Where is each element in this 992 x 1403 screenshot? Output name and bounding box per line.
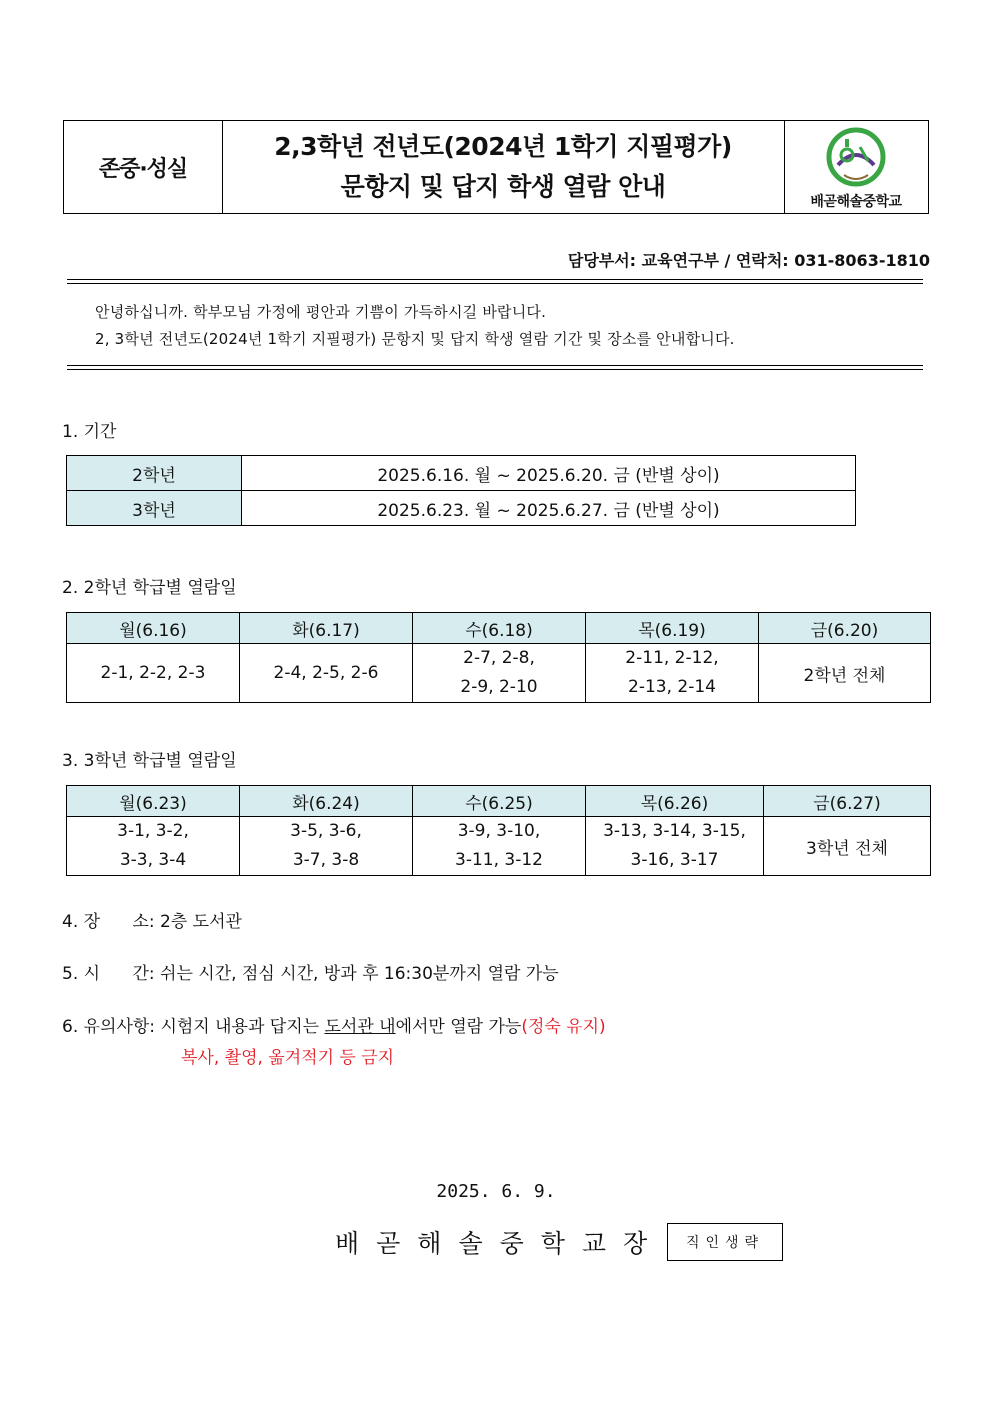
classes-cell	[413, 644, 586, 703]
classes-cell	[240, 817, 413, 876]
section-grade3-heading: 3. 3학년 학급별 열람일	[62, 751, 237, 771]
intro-line-1: 안녕하십니까. 학부모님 가정에 평안과 기쁨이 가득하시길 바랍니다.	[95, 303, 547, 321]
school-logo	[784, 121, 928, 213]
notes-label: 6. 유의사항:	[62, 1017, 156, 1037]
table-row	[67, 817, 931, 876]
notes-text-2: 에서만 열람 가능	[395, 1017, 522, 1037]
notes-quiet-warning: (정숙 유지)	[521, 1017, 606, 1037]
place-item	[62, 907, 242, 932]
title-line-1: 2,3학년 전년도(2024년 1학기 지필평가)	[274, 132, 732, 161]
table-header-row	[67, 613, 931, 644]
class-list-line: 2-13, 2-14	[628, 677, 716, 697]
class-list: 2-4, 2-5, 2-6	[273, 663, 379, 683]
time-item	[62, 959, 559, 984]
class-list-line: 3-11, 3-12	[455, 850, 543, 870]
class-list-line: 3-1, 3-2,	[117, 821, 189, 841]
principal-signature: 배곧해솔중학교장	[335, 1229, 665, 1258]
class-list-line: 3-16, 3-17	[630, 850, 719, 870]
notes-underlined: 도서관 내	[324, 1017, 396, 1037]
class-list-line: 2-11, 2-12,	[625, 648, 719, 668]
intro-line-2: 2, 3학년 전년도(2024년 1학기 지필평가) 문항지 및 답지 학생 열람 기간 및 장소를 안내합니다.	[95, 330, 735, 348]
classes-cell	[586, 817, 764, 876]
class-list: 2학년 전체	[803, 665, 886, 686]
table-row	[67, 491, 856, 526]
class-list-line: 3-5, 3-6,	[290, 821, 362, 841]
day-header: 월(6.16)	[67, 613, 240, 644]
day-header: 화(6.17)	[240, 613, 413, 644]
grade-cell: 3학년	[67, 491, 242, 526]
divider-bottom	[67, 365, 923, 370]
time-label: 5. 시 간:	[62, 964, 155, 984]
grade3-table	[66, 785, 931, 876]
classes-cell	[413, 817, 586, 876]
class-list-line: 2-9, 2-10	[460, 677, 538, 697]
notes-prohibition: 복사, 촬영, 옮겨적기 등 금지	[181, 1048, 395, 1068]
place-value: 2층 도서관	[160, 912, 242, 932]
day-header: 금(6.27)	[764, 786, 931, 817]
school-emblem-icon	[824, 125, 888, 189]
time-value: 쉬는 시간, 점심 시간, 방과 후 16:30분까지 열람 가능	[160, 964, 559, 984]
day-header: 월(6.23)	[67, 786, 240, 817]
dates-cell: 2025.6.23. 월 ~ 2025.6.27. 금 (반별 상이)	[242, 491, 856, 526]
document-date: 2025. 6. 9.	[436, 1181, 556, 1202]
header-box	[63, 120, 929, 214]
dates-cell: 2025.6.16. 월 ~ 2025.6.20. 금 (반별 상이)	[242, 456, 856, 491]
school-motto: 존중·성실	[64, 121, 223, 213]
section-grade2-heading: 2. 2학년 학급별 열람일	[62, 578, 237, 598]
divider-top	[67, 279, 923, 284]
day-header: 수(6.25)	[413, 786, 586, 817]
day-header: 수(6.18)	[413, 613, 586, 644]
place-label: 4. 장 소:	[62, 912, 155, 932]
grade2-table	[66, 612, 931, 703]
class-list-line: 3-7, 3-8	[292, 850, 360, 870]
table-row	[67, 456, 856, 491]
title-line-2: 문항지 및 답지 학생 열람 안내	[340, 172, 666, 201]
school-logo-text: 배곧해솔중학교	[810, 194, 902, 210]
table-header-row	[67, 786, 931, 817]
class-list: 3학년 전체	[806, 838, 888, 859]
day-header: 금(6.20)	[759, 613, 931, 644]
class-list: 2-1, 2-2, 2-3	[100, 663, 206, 683]
class-list-line: 3-3, 3-4	[119, 850, 187, 870]
classes-cell	[759, 644, 931, 703]
day-header: 목(6.26)	[586, 786, 764, 817]
period-table	[66, 455, 856, 526]
notes-text: 시험지 내용과 답지는	[160, 1017, 325, 1037]
classes-cell	[67, 817, 240, 876]
class-list-line: 3-9, 3-10,	[457, 821, 541, 841]
notes-item	[62, 1012, 606, 1037]
table-row	[67, 644, 931, 703]
day-header: 목(6.19)	[586, 613, 759, 644]
seal-omitted-box: 직인생략	[667, 1223, 783, 1261]
classes-cell	[586, 644, 759, 703]
classes-cell	[240, 644, 413, 703]
section-period-heading: 1. 기간	[62, 422, 117, 442]
classes-cell	[67, 644, 240, 703]
class-list-line: 2-7, 2-8,	[463, 648, 535, 668]
class-list-line: 3-13, 3-14, 3-15,	[603, 821, 746, 841]
classes-cell	[764, 817, 931, 876]
contact-info: 담당부서: 교육연구부 / 연락처: 031-8063-1810	[567, 251, 930, 270]
document-title	[222, 121, 785, 213]
day-header: 화(6.24)	[240, 786, 413, 817]
grade-cell: 2학년	[67, 456, 242, 491]
